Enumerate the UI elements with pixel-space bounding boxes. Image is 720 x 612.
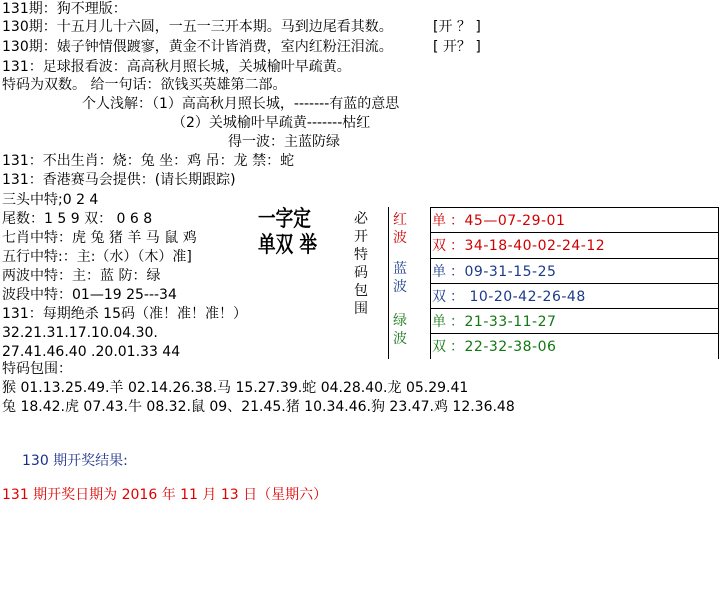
special-code-hint: 特码为双数。 给一句话：欲钱买英雄第二部。 xyxy=(2,77,287,93)
row-label: 单 xyxy=(432,213,446,229)
row-value: ：09-31-15-25 xyxy=(450,264,557,280)
group-red-label: 红波 xyxy=(393,212,407,246)
group-green-label: 绿波 xyxy=(393,313,407,347)
group-green xyxy=(388,308,431,359)
riddle-line-1: 130期：十五月儿十六圆，一五一三开本期。马到边尾看其数。 xyxy=(2,19,393,35)
special-code-surround-label: 特码包围： xyxy=(2,361,72,377)
previous-result-label: 130 期开奖结果: xyxy=(22,453,128,469)
row-value: ： 10-20-42-26-48 xyxy=(450,289,586,305)
excluded-zodiacs: 131：不出生肖：烧：兔 坐：鸡 吊：龙 禁：蛇 xyxy=(2,153,295,169)
row-value: ：45—07-29-01 xyxy=(450,213,566,229)
jockey-club-header: 131：香港赛马会提供：(请长期跟踪) xyxy=(2,172,236,188)
group-blue xyxy=(388,258,431,308)
table-row xyxy=(430,333,719,359)
kill-numbers-header: 131：每期绝杀 15码（准！准！准！） xyxy=(2,306,247,322)
row-label: 双 xyxy=(432,238,446,254)
row-value: ：21-33-11-27 xyxy=(450,314,557,330)
personal-interpretation-1: 个人浅解：（1）高高秋月照长城，-------有蓝的意思 xyxy=(82,96,400,112)
wave-segment: 波段中特：01—19 25---34 xyxy=(2,287,177,303)
zodiac-numbers-row-1: 猴 01.13.25.49.羊 02.14.26.38.马 15.27.39.蛇 04.28.40.龙 05.29.41 xyxy=(2,380,469,396)
row-label: 单 xyxy=(432,264,446,280)
group-blue-label: 蓝波 xyxy=(393,261,407,295)
personal-interpretation-2: （2）关城榆叶早疏黄-------枯红 xyxy=(172,115,371,131)
zodiac-numbers-row-2: 兔 18.42.虎 07.43.牛 08.32.鼠 09、21.45.猪 10.34.46.狗 23.47.鸡 12.36.48 xyxy=(2,399,515,415)
row-label: 双 xyxy=(432,339,446,355)
kill-numbers-row-1: 32.21.31.17.10.04.30. xyxy=(2,325,158,341)
three-heads: 三头中特;0 2 4 xyxy=(2,192,99,208)
riddle-result-2: [ 开？ ] xyxy=(433,39,481,55)
group-red xyxy=(388,207,431,258)
seven-zodiacs: 七肖中特：虎 兔 猪 羊 马 鼠 鸡 xyxy=(2,230,197,246)
issue-title: 131期：狗不理版： xyxy=(2,1,127,17)
table-side-text: 必开特码包围 xyxy=(354,211,368,317)
table-row xyxy=(430,258,719,284)
draw-date: 131 期开奖日期为 2016 年 11 月 13 日（星期六） xyxy=(2,487,328,503)
row-value: ：22-32-38-06 xyxy=(450,339,557,355)
riddle-line-2: 130期：婊子钟情偎踱寥，黄金不计皆消费，室内红粉汪泪流。 xyxy=(2,39,393,55)
riddle-result-1: [开 ？ ] xyxy=(433,19,481,35)
big-title: 一字定单双 举 xyxy=(258,206,317,258)
kill-numbers-row-2: 27.41.46.40 .20.01.33 44 xyxy=(2,344,181,360)
wave-table xyxy=(350,207,719,359)
table-row xyxy=(430,207,719,233)
table-row xyxy=(430,308,719,334)
row-label: 单 xyxy=(432,314,446,330)
football-poem: 131：足球报看波：高高秋月照长城，关城榆叶早疏黄。 xyxy=(2,59,351,75)
table-side-label xyxy=(350,207,389,359)
table-row xyxy=(430,232,719,259)
five-elements: 五行中特:：主:（水）（木）准] xyxy=(2,249,192,265)
table-row xyxy=(430,283,719,309)
wave-conclusion: 得一波：主蓝防绿 xyxy=(228,134,340,150)
tail-numbers: 尾数：1 5 9 双： 0 6 8 xyxy=(2,211,153,227)
two-waves: 两波中特：主：蓝 防：绿 xyxy=(2,268,161,284)
row-value: ：34-18-40-02-24-12 xyxy=(450,238,606,254)
row-label: 双 xyxy=(432,289,446,305)
